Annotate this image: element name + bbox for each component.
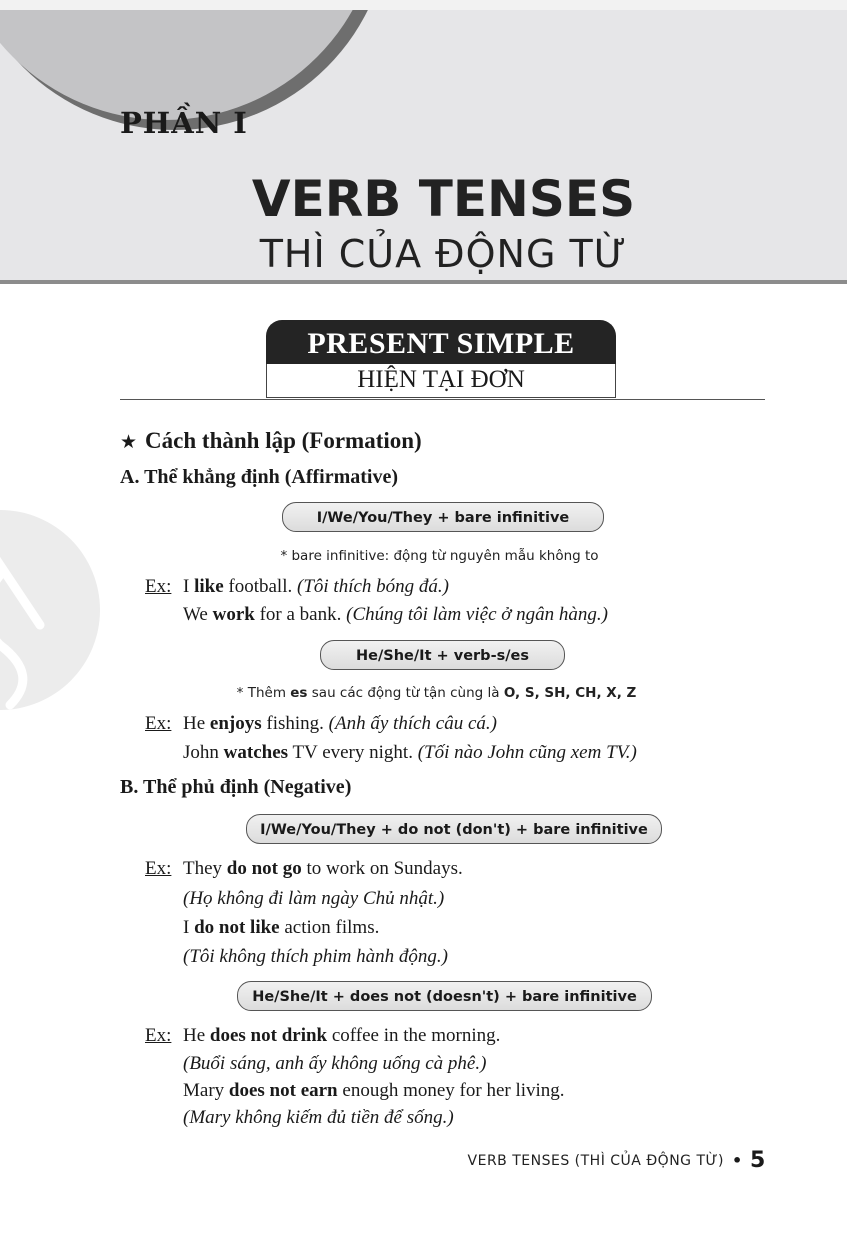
formula-affirmative-singular: He/She/It + verb-s/es [320, 640, 565, 670]
formula-negative-plural: I/We/You/They + do not (don't) + bare infinitive [246, 814, 662, 844]
part-label: PHẦN I [120, 106, 248, 140]
chapter-header-band [0, 10, 847, 284]
example-translation: (Mary không kiếm đủ tiền để sống.) [183, 1107, 454, 1128]
chapter-title-en: VERB TENSES [251, 170, 636, 228]
formation-heading: ★ Cách thành lập (Formation) [120, 428, 422, 453]
example-sentence: John watches TV every night. (Tối nào John cũng xem TV.) [183, 742, 637, 763]
section-title-box [266, 320, 616, 398]
chapter-title-vi: THÌ CỦA ĐỘNG TỪ [259, 232, 628, 276]
example-sentence: I like football. (Tôi thích bóng đá.) [183, 576, 449, 597]
note-bare-infinitive: * bare infinitive: động từ nguyên mẫu không to [280, 548, 599, 564]
example-translation: (Buổi sáng, anh ấy không uống cà phê.) [183, 1053, 487, 1074]
example-label: Ex: [145, 1025, 172, 1046]
example-sentence: He enjoys fishing. (Anh ấy thích câu cá.) [183, 713, 497, 734]
formula-negative-singular: He/She/It + does not (doesn't) + bare infinitive [237, 981, 652, 1011]
page-number: 5 [750, 1148, 766, 1173]
formula-affirmative-plural: I/We/You/They + bare infinitive [282, 502, 604, 532]
section-title: PRESENT SIMPLE [266, 320, 616, 364]
note-es-ending: * Thêm es sau các động từ tận cùng là O, S, SH, CH, X, Z [236, 685, 637, 701]
example-label: Ex: [145, 576, 172, 597]
example-sentence: I do not like action films. [183, 917, 380, 938]
example-translation: (Họ không đi làm ngày Chủ nhật.) [183, 888, 445, 909]
example-translation: (Tôi không thích phim hành động.) [183, 946, 448, 967]
example-sentence: We work for a bank. (Chúng tôi làm việc ở ngân hàng.) [183, 604, 608, 625]
example-label: Ex: [145, 713, 172, 734]
negative-heading: B. Thể phủ định (Negative) [120, 776, 352, 798]
star-icon: ★ [120, 431, 138, 453]
section-divider [120, 399, 765, 400]
example-sentence: Mary does not earn enough money for her living. [183, 1080, 565, 1101]
example-sentence: He does not drink coffee in the morning. [183, 1025, 501, 1046]
affirmative-heading: A. Thể khẳng định (Affirmative) [120, 466, 398, 488]
section-subtitle: HIỆN TẠI ĐƠN [266, 364, 616, 398]
running-footer: VERB TENSES (THÌ CỦA ĐỘNG TỪ) [467, 1153, 724, 1169]
example-label: Ex: [145, 858, 172, 879]
example-sentence: They do not go to work on Sundays. [183, 858, 463, 879]
footer-separator: • [732, 1151, 743, 1170]
